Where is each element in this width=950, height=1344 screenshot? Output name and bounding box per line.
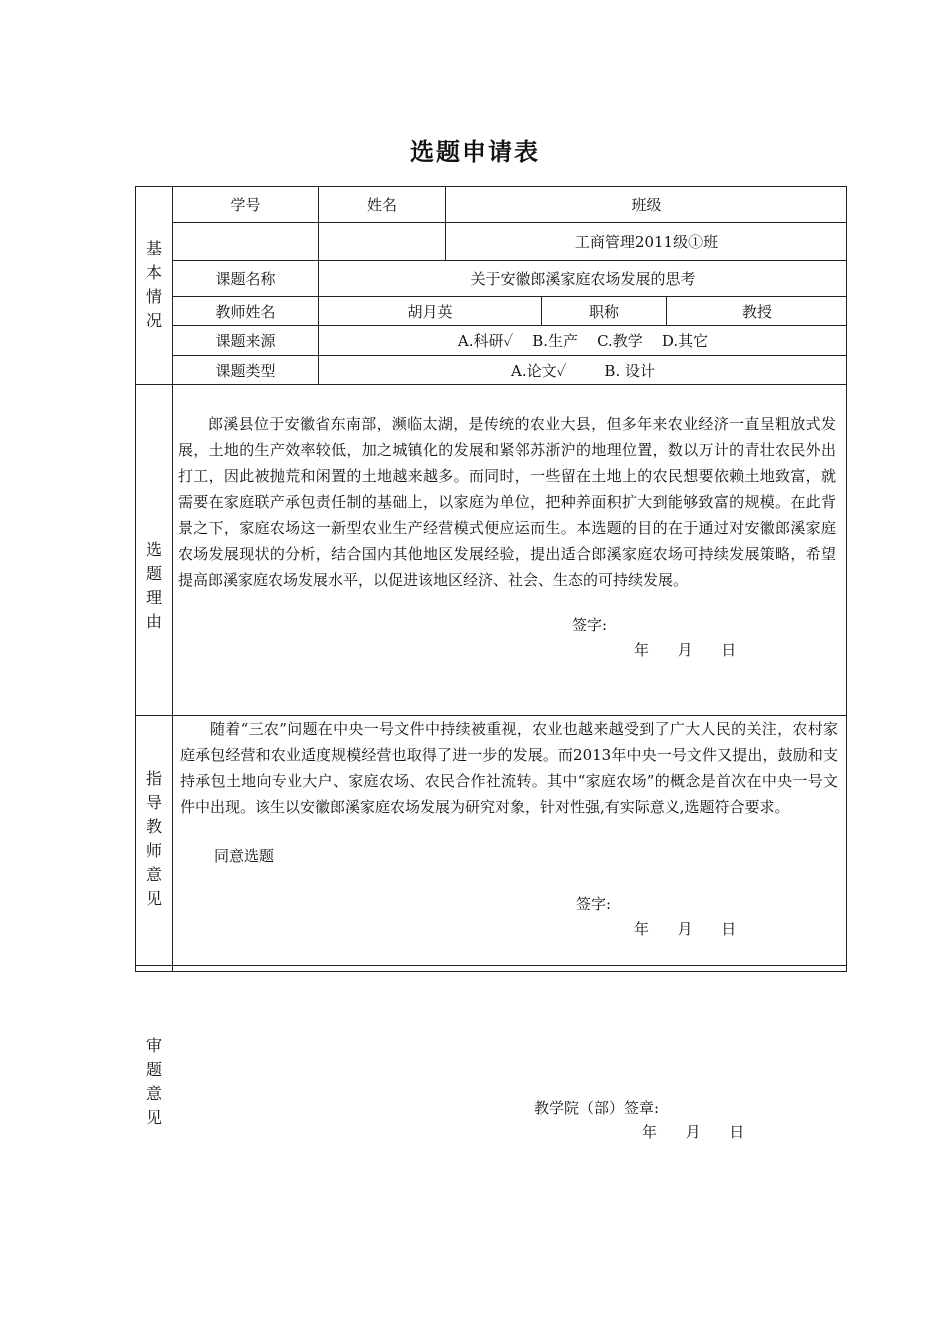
- class-value: 工商管理2011级①班: [574, 233, 719, 251]
- reason-date: 年 月 日: [634, 641, 737, 659]
- advisor-agree: 同意选题: [214, 847, 275, 865]
- advisor-signature: 签字:: [576, 895, 612, 913]
- review-seal: 教学院（部）签章:: [534, 1099, 660, 1117]
- section-divider: [135, 384, 847, 385]
- source-label: 课题来源: [215, 332, 276, 350]
- teacher-value: 胡月英: [407, 302, 453, 321]
- section-label-review: 审 题 意 见: [145, 1036, 162, 1127]
- name-value: [319, 223, 445, 260]
- source-options: A.科研✓ B.生产 C.教学 D.其它: [457, 332, 709, 350]
- student-id-label: 学号: [230, 196, 261, 214]
- section-label-reason: 选 题 理 由: [145, 540, 162, 631]
- review-date: 年 月 日: [642, 1123, 745, 1141]
- type-options: A.论文✓ B. 设计: [511, 361, 655, 380]
- name-label: 姓名: [366, 196, 397, 214]
- teacher-label: 教师姓名: [215, 302, 276, 321]
- section-divider: [135, 965, 847, 966]
- section-label-basic: 基 本 情 况: [145, 239, 162, 330]
- section-label-advisor: 指 导 教 师 意 见: [145, 769, 162, 908]
- topic-value: 关于安徽郎溪家庭农场发展的思考: [470, 270, 696, 288]
- page-title: 选题申请表: [410, 138, 540, 166]
- topic-label: 课题名称: [215, 270, 276, 288]
- student-id-value: [173, 223, 318, 260]
- rank-label: 职称: [588, 302, 619, 321]
- reason-signature: 签字:: [572, 616, 608, 634]
- advisor-text: 随着“三农”问题在中央一号文件中持续被重视，农业也越来越受到了广大人民的关注，农村家庭承包经营和农业适度规模经营也取得了进一步的发展。而2013年中央一号文件又提出，鼓励和支持承包土地向专业大户、家庭农场、农民合作社流转。其中“家庭农场”的概念是首次在中央一号文件中出现。该生以安徽郎溪家庭农场发展为研究对象，针对性强,有实际意义,选题符合要求。: [180, 720, 838, 816]
- advisor-date: 年 月 日: [634, 920, 737, 938]
- rank-value: 教授: [741, 302, 772, 321]
- type-label: 课题类型: [215, 361, 276, 380]
- class-label: 班级: [631, 196, 662, 214]
- reason-text: 郎溪县位于安徽省东南部，濒临太湖，是传统的农业大县，但多年来农业经济一直呈粗放式发展，土地的生产效率较低，加之城镇化的发展和紧邻苏浙沪的地理位置，数以万计的青壮农民外出打工，因此被抛荒和闲置的土地越来越多。而同时，一些留在土地上的农民想要依赖土地致富，就需要在家庭联产承包责任制的基础上，以家庭为单位，把种养面积扩大到能够致富的规模。在此背景之下，家庭农场这一新型农业生产经营模式便应运而生。本选题的目的在于通过对安徽郎溪家庭农场发展现状的分析，结合国内其他地区发展经验，提出适合郎溪家庭农场可持续发展策略，希望提高郎溪家庭农场发展水平，以促进该地区经济、社会、生态的可持续发展。: [178, 415, 836, 589]
